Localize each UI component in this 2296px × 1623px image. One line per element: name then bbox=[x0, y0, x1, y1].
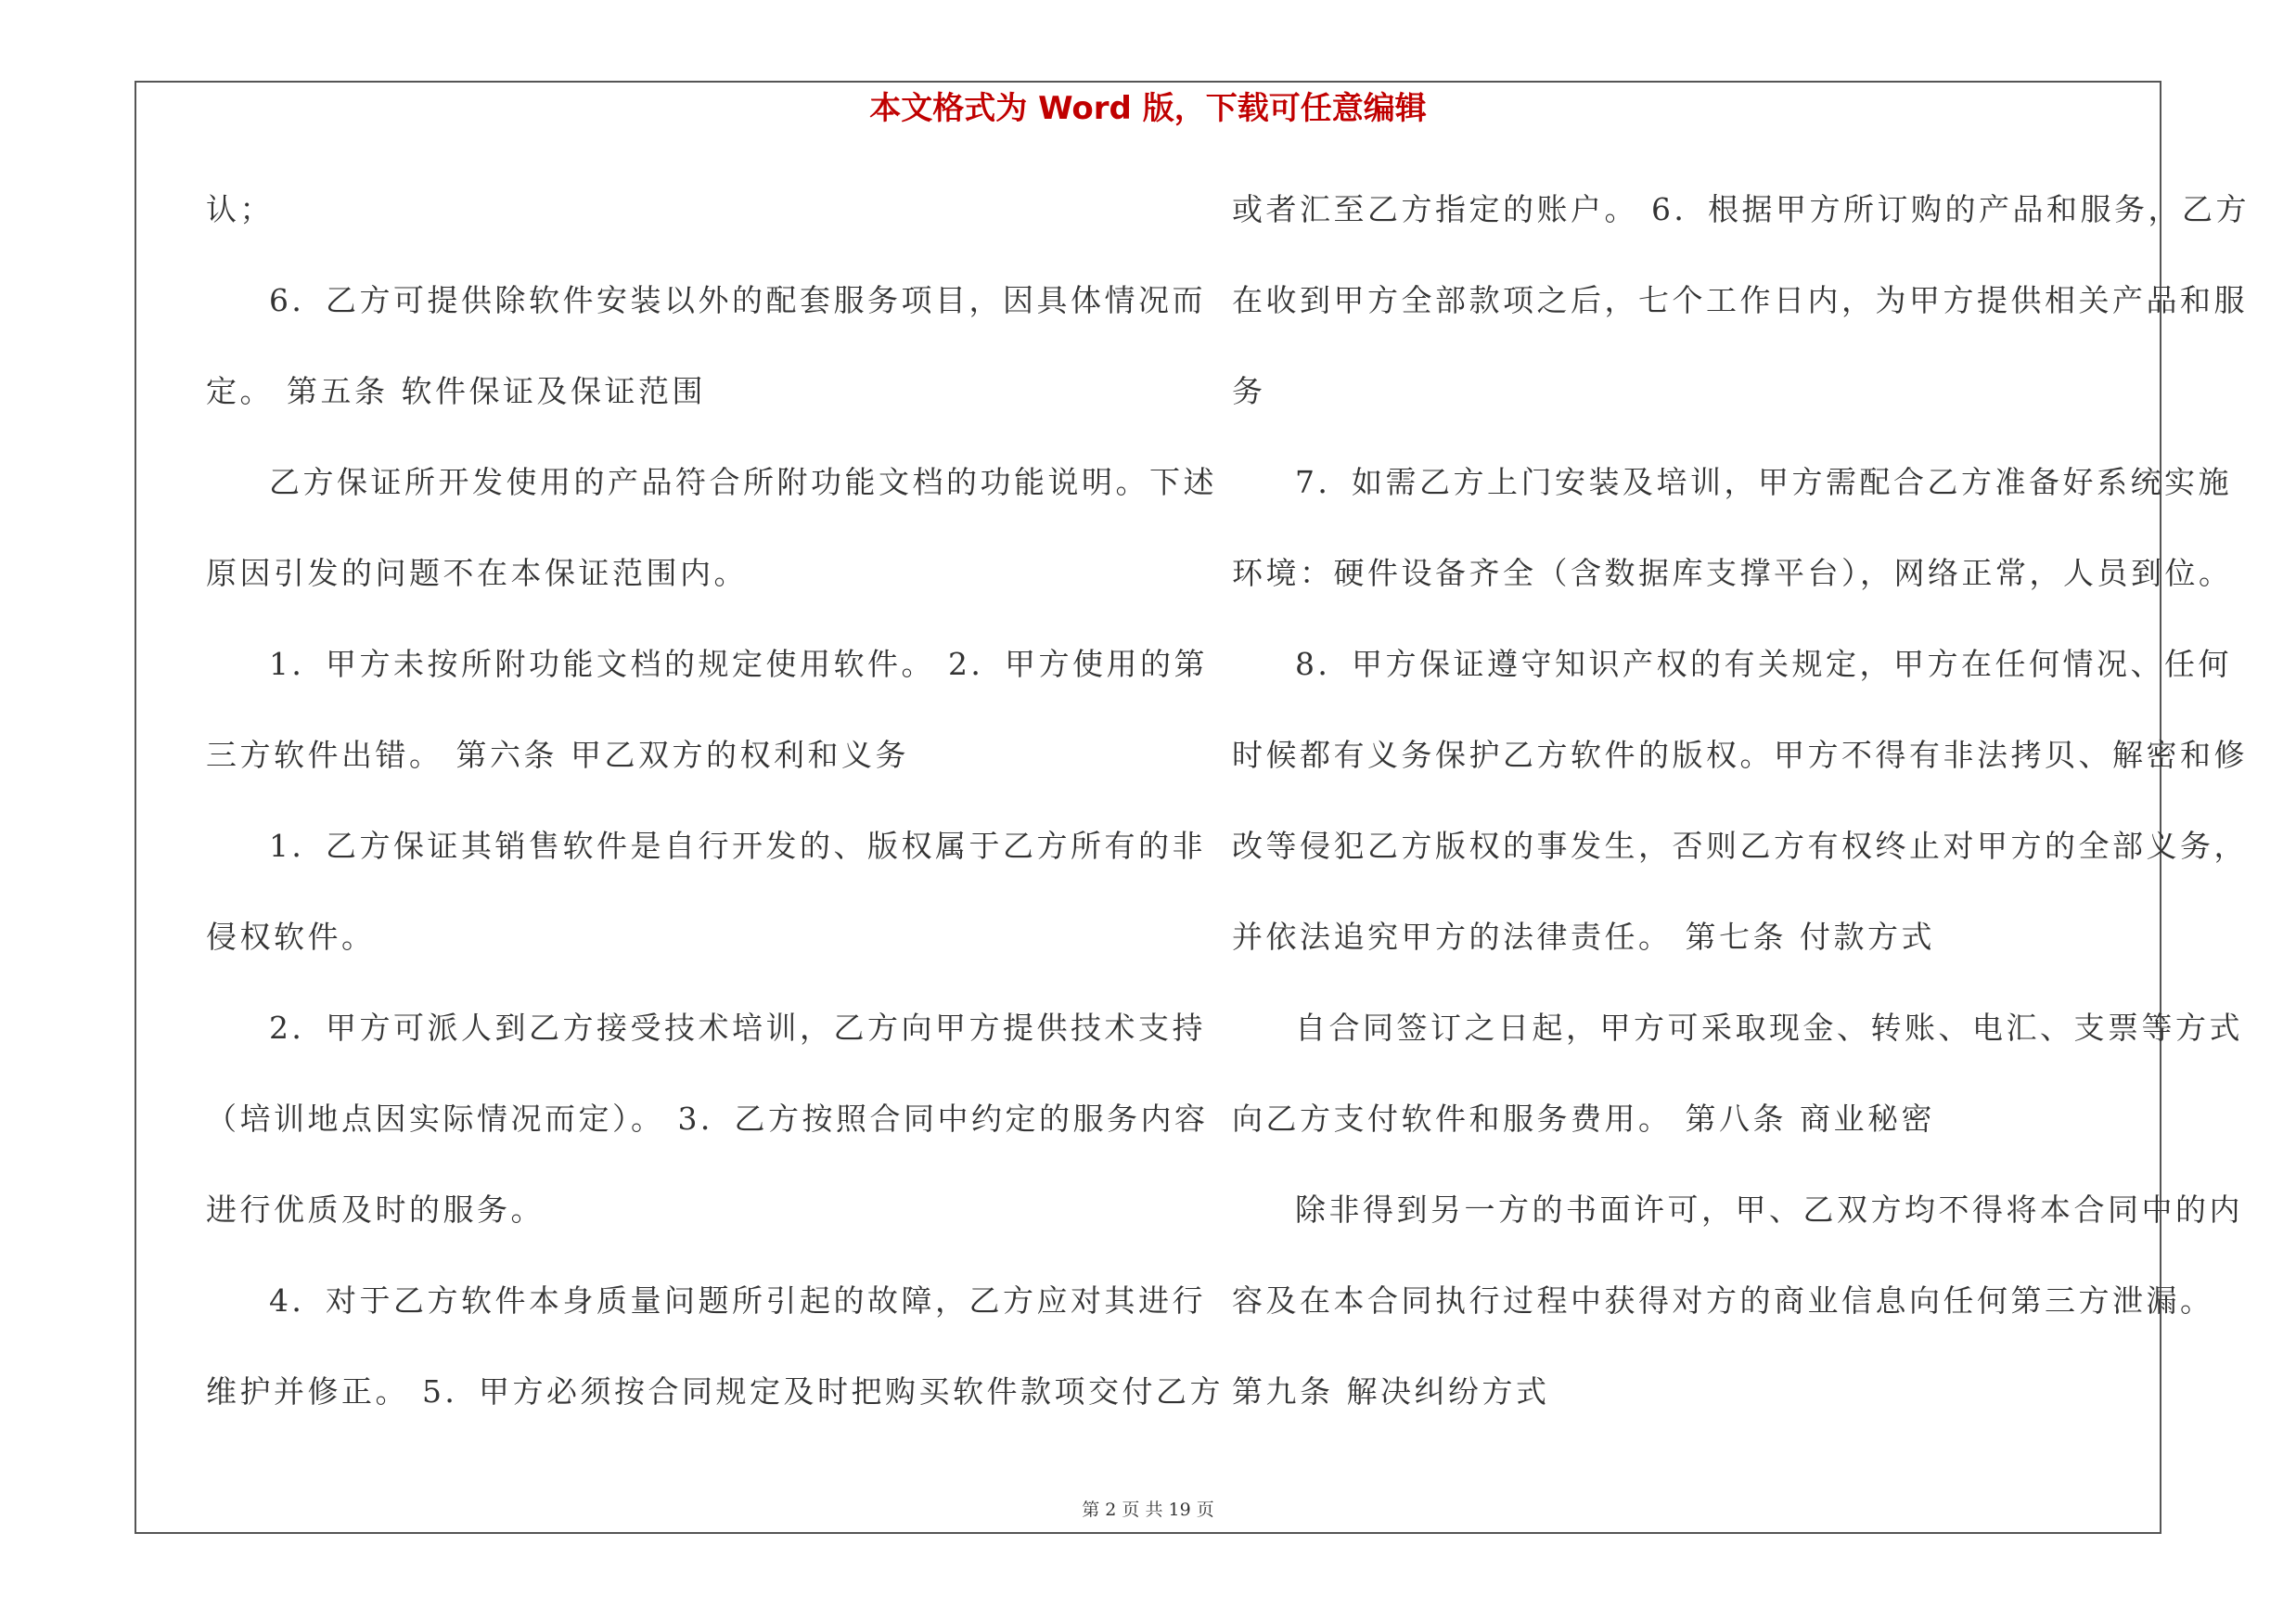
text-line: （培训地点因实际情况而定）。 3．乙方按照合同中约定的服务内容 bbox=[206, 1101, 1209, 1137]
text-line: 进行优质及时的服务。 bbox=[206, 1191, 545, 1228]
word-format-banner: 本文格式为 Word 版，下载可任意编辑 bbox=[869, 90, 1427, 127]
text-line: 环境：硬件设备齐全（含数据库支撑平台），网络正常，人员到位。 bbox=[1232, 555, 2233, 591]
text-line: 务 bbox=[1232, 373, 1266, 409]
text-line: 8．甲方保证遵守知识产权的有关规定，甲方在任何情况、任何 bbox=[1295, 646, 2232, 682]
text-line: 三方软件出错。 第六条 甲乙双方的权利和义务 bbox=[206, 737, 909, 773]
text-line: 或者汇至乙方指定的账户。 6．根据甲方所订购的产品和服务，乙方 bbox=[1232, 191, 2250, 227]
text-line: 容及在本合同执行过程中获得对方的商业信息向任何第三方泄漏。 bbox=[1232, 1282, 2214, 1319]
text-line: 改等侵犯乙方版权的事发生，否则乙方有权终止对甲方的全部义务， bbox=[1232, 828, 2248, 864]
text-line: 侵权软件。 bbox=[206, 919, 376, 955]
text-line: 时候都有义务保护乙方软件的版权。甲方不得有非法拷贝、解密和修 bbox=[1232, 737, 2248, 773]
right-text-column bbox=[1232, 182, 2250, 1455]
text-line: 乙方保证所开发使用的产品符合所附功能文档的功能说明。下述 bbox=[269, 464, 1217, 500]
text-line: 维护并修正。 5．甲方必须按合同规定及时把购买软件款项交付乙方 bbox=[206, 1373, 1224, 1410]
left-text-column bbox=[206, 182, 1224, 1455]
text-line: 2．甲方可派人到乙方接受技术培训，乙方向甲方提供技术支持 bbox=[269, 1010, 1206, 1046]
text-line: 认； bbox=[206, 191, 274, 227]
text-line: 除非得到另一方的书面许可，甲、乙双方均不得将本合同中的内 bbox=[1295, 1191, 2243, 1228]
text-line: 在收到甲方全部款项之后，七个工作日内，为甲方提供相关产品和服 bbox=[1232, 282, 2248, 318]
text-line: 1．甲方未按所附功能文档的规定使用软件。 2．甲方使用的第 bbox=[269, 646, 1208, 682]
text-line: 原因引发的问题不在本保证范围内。 bbox=[206, 555, 748, 591]
text-line: 6．乙方可提供除软件安装以外的配套服务项目，因具体情况而 bbox=[269, 282, 1206, 318]
text-line: 向乙方支付软件和服务费用。 第八条 商业秘密 bbox=[1232, 1101, 1935, 1137]
text-line: 并依法追究甲方的法律责任。 第七条 付款方式 bbox=[1232, 919, 1935, 955]
text-line: 7．如需乙方上门安装及培训，甲方需配合乙方准备好系统实施 bbox=[1295, 464, 2232, 500]
text-line: 自合同签订之日起，甲方可采取现金、转账、电汇、支票等方式 bbox=[1295, 1010, 2243, 1046]
text-line: 1．乙方保证其销售软件是自行开发的、版权属于乙方所有的非 bbox=[269, 828, 1206, 864]
page-number-footer: 第 2 页 共 19 页 bbox=[1082, 1500, 1214, 1520]
text-line: 定。 第五条 软件保证及保证范围 bbox=[206, 373, 706, 409]
text-line: 第九条 解决纠纷方式 bbox=[1232, 1373, 1550, 1410]
text-line: 4．对于乙方软件本身质量问题所引起的故障，乙方应对其进行 bbox=[269, 1282, 1206, 1319]
